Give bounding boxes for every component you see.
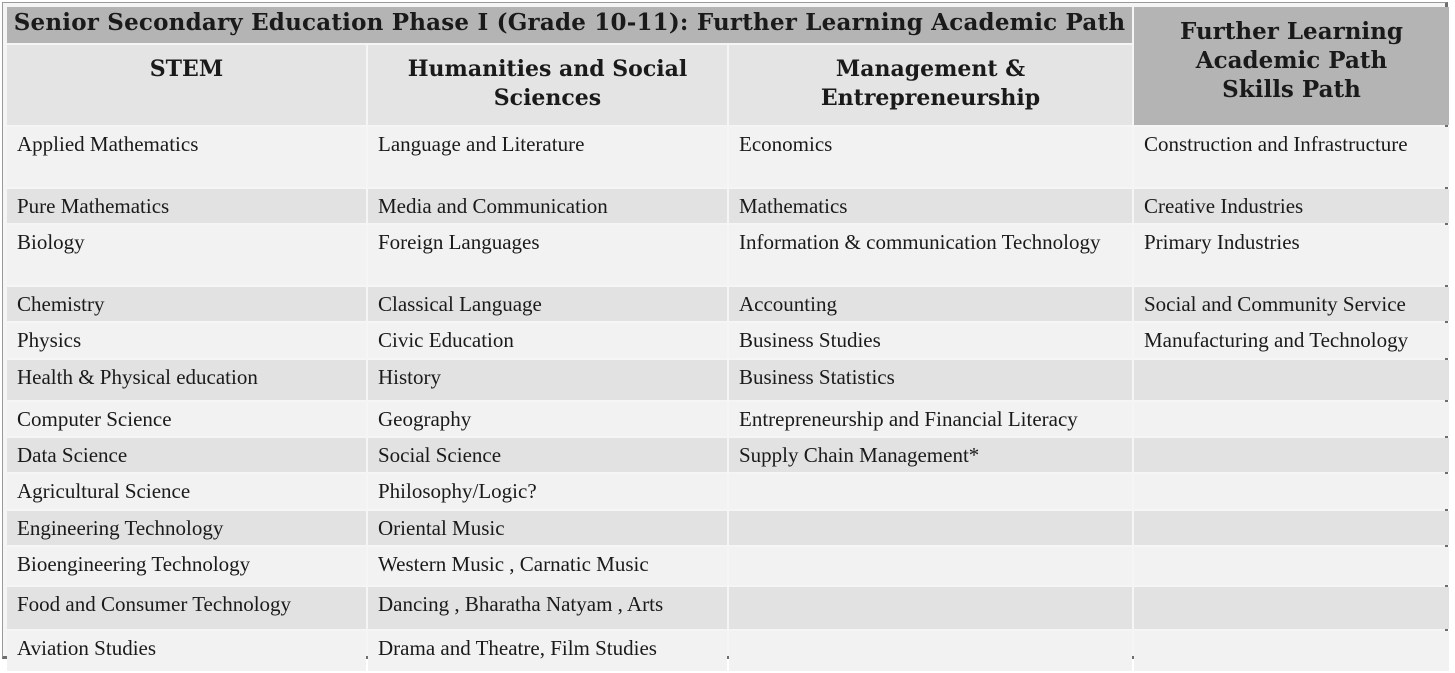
- column-header-humanities: Humanities and Social Sciences: [368, 45, 727, 125]
- cell-skills: [1134, 360, 1449, 400]
- cell-skills: [1134, 631, 1449, 671]
- cell-stem: Chemistry: [7, 287, 366, 321]
- skills-header-line-2: Academic Path: [1195, 47, 1388, 74]
- table-row: [7, 587, 1449, 629]
- cell-stem: Pure Mathematics: [7, 189, 366, 223]
- cell-humanities: Language and Literature: [368, 127, 727, 187]
- cell-stem: Physics: [7, 323, 366, 358]
- cell-humanities: Philosophy/Logic?: [368, 474, 727, 509]
- cell-management: [729, 547, 1132, 585]
- cell-humanities: Dancing , Bharatha Natyam , Arts: [368, 587, 727, 629]
- table-body: [7, 127, 1449, 671]
- cell-management: Business Statistics: [729, 360, 1132, 400]
- cell-stem: Health & Physical education: [7, 360, 366, 400]
- cell-humanities: Geography: [368, 402, 727, 436]
- cell-stem: Biology: [7, 225, 366, 285]
- cell-stem: Data Science: [7, 438, 366, 472]
- table-row: [7, 547, 1449, 585]
- cell-skills: Manufacturing and Technology: [1134, 323, 1449, 358]
- cell-management: Accounting: [729, 287, 1132, 321]
- table-row: [7, 511, 1449, 545]
- column-header-stem: STEM: [7, 45, 366, 125]
- skills-header-line-3: Skills Path: [1222, 76, 1361, 103]
- table-row: [7, 631, 1449, 671]
- cell-management: [729, 587, 1132, 629]
- table-row: [7, 438, 1449, 472]
- curriculum-table: [5, 5, 1451, 673]
- cell-humanities: Media and Communication: [368, 189, 727, 223]
- cell-humanities: History: [368, 360, 727, 400]
- skills-path-header: [1134, 7, 1449, 125]
- cell-stem: Food and Consumer Technology: [7, 587, 366, 629]
- cell-stem: Bioengineering Technology: [7, 547, 366, 585]
- cell-humanities: Oriental Music: [368, 511, 727, 545]
- cell-skills: [1134, 511, 1449, 545]
- cell-skills: [1134, 587, 1449, 629]
- cell-skills: Primary Industries: [1134, 225, 1449, 285]
- cell-skills: Construction and Infrastructure: [1134, 127, 1449, 187]
- cell-skills: Social and Community Service: [1134, 287, 1449, 321]
- table-row: [7, 402, 1449, 436]
- table-row: [7, 360, 1449, 400]
- cell-management: Entrepreneurship and Financial Literacy: [729, 402, 1132, 436]
- cell-stem: Applied Mathematics: [7, 127, 366, 187]
- cell-skills: Creative Industries: [1134, 189, 1449, 223]
- skills-header-line-1: Further Learning: [1180, 18, 1403, 45]
- table-row: [7, 127, 1449, 187]
- cell-humanities: Social Science: [368, 438, 727, 472]
- cell-humanities: Foreign Languages: [368, 225, 727, 285]
- column-header-management: Management & Entrepreneurship: [729, 45, 1132, 125]
- cell-humanities: Drama and Theatre, Film Studies: [368, 631, 727, 671]
- table-row: [7, 323, 1449, 358]
- cell-stem: Agricultural Science: [7, 474, 366, 509]
- cell-skills: [1134, 438, 1449, 472]
- cell-management: [729, 631, 1132, 671]
- cell-management: [729, 474, 1132, 509]
- cell-stem: Aviation Studies: [7, 631, 366, 671]
- cell-stem: Engineering Technology: [7, 511, 366, 545]
- cell-management: [729, 511, 1132, 545]
- cell-management: Information & communication Technology: [729, 225, 1132, 285]
- cell-stem: Computer Science: [7, 402, 366, 436]
- cell-humanities: Western Music , Carnatic Music: [368, 547, 727, 585]
- table-row: [7, 189, 1449, 223]
- phase-title: Senior Secondary Education Phase I (Grade 10-11): Further Learning Academic Path: [7, 7, 1132, 43]
- cell-skills: [1134, 402, 1449, 436]
- cell-skills: [1134, 547, 1449, 585]
- table-row: [7, 287, 1449, 321]
- table-row: [7, 225, 1449, 285]
- cell-management: Mathematics: [729, 189, 1132, 223]
- cell-humanities: Civic Education: [368, 323, 727, 358]
- cell-management: Business Studies: [729, 323, 1132, 358]
- cell-management: Supply Chain Management*: [729, 438, 1132, 472]
- cell-humanities: Classical Language: [368, 287, 727, 321]
- cell-management: Economics: [729, 127, 1132, 187]
- cell-skills: [1134, 474, 1449, 509]
- table-row: [7, 474, 1449, 509]
